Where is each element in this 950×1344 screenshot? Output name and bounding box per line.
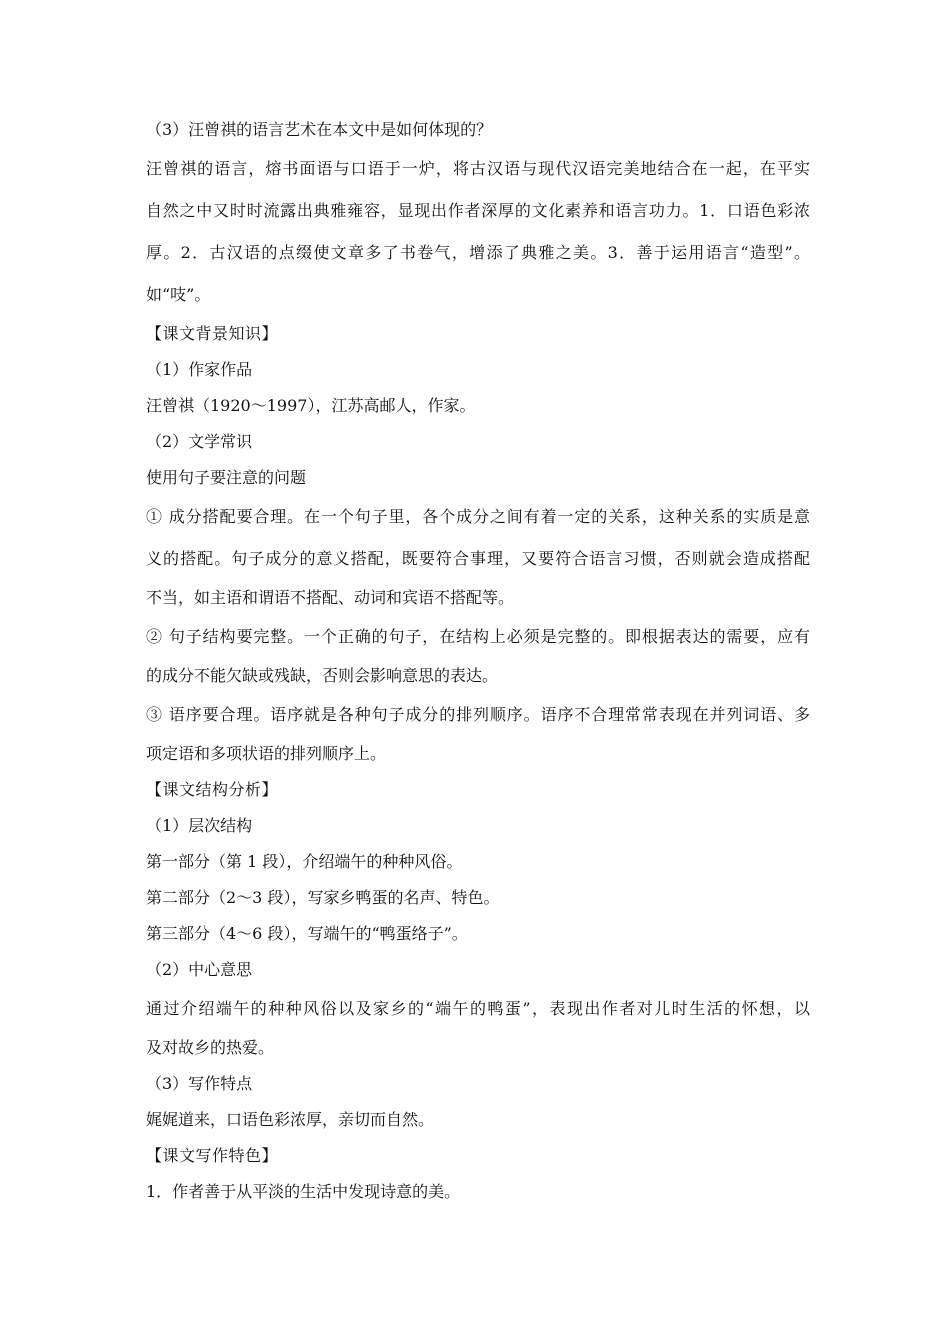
subheading-central-idea: （2）中心意思 <box>146 960 253 979</box>
text-line: 及对故乡的热爱。 <box>146 1038 275 1057</box>
text-line: 如“吱”。 <box>146 285 211 304</box>
subheading-writing-features: （3）写作特点 <box>146 1074 253 1093</box>
text-line: 通过介绍端午的种种风俗以及家乡的“端午的鸭蛋”，表现出作者对儿时生活的怀想，以 <box>146 999 810 1018</box>
subheading-author-works: （1）作家作品 <box>146 360 253 379</box>
text-line: ② 句子结构要完整。一个正确的句子，在结构上必须是完整的。即根据表达的需要，应有 <box>146 627 810 646</box>
text-line: 项定语和多项状语的排列顺序上。 <box>146 744 387 763</box>
text-line: 自然之中又时时流露出典雅雍容，显现出作者深厚的文化素养和语言功力。1．口语色彩浓 <box>146 201 810 220</box>
part-three: 第三部分（4～6 段），写端午的“鸭蛋络子”。 <box>146 924 468 943</box>
text-line: 不当，如主语和谓语不搭配、动词和宾语不搭配等。 <box>146 588 515 607</box>
rule-paragraph-3 <box>146 694 810 772</box>
author-info: 汪曾祺（1920～1997），江苏高邮人，作家。 <box>146 396 476 415</box>
section-heading-writing-style: 【课文写作特色】 <box>146 1146 279 1165</box>
rule-paragraph-1 <box>146 496 810 616</box>
rule-paragraph-2 <box>146 616 810 694</box>
writing-features-text: 娓娓道来，口语色彩浓厚，亲切而自然。 <box>146 1110 435 1129</box>
topic-line: 使用句子要注意的问题 <box>146 468 307 487</box>
text-line: 义的搭配。句子成分的意义搭配，既要符合事理，又要符合语言习惯，否则就会造成搭配 <box>146 549 810 568</box>
writing-style-item: 1．作者善于从平淡的生活中发现诗意的美。 <box>146 1182 461 1201</box>
central-idea-paragraph <box>146 988 810 1066</box>
section-heading-background: 【课文背景知识】 <box>146 324 279 343</box>
text-line: 的成分不能欠缺或残缺，否则会影响意思的表达。 <box>146 666 499 685</box>
text-line: ① 成分搭配要合理。在一个句子里，各个成分之间有着一定的关系，这种关系的实质是意 <box>146 507 810 526</box>
answer-paragraph <box>146 148 810 316</box>
section-heading-structure: 【课文结构分析】 <box>146 780 279 799</box>
document-body <box>146 112 810 1210</box>
question-heading: （3）汪曾祺的语言艺术在本文中是如何体现的？ <box>146 120 493 139</box>
part-two: 第二部分（2～3 段），写家乡鸭蛋的名声、特色。 <box>146 888 500 907</box>
part-one: 第一部分（第 1 段），介绍端午的种种风俗。 <box>146 852 463 871</box>
text-line: 厚。2．古汉语的点缀使文章多了书卷气，增添了典雅之美。3．善于运用语言“造型”。 <box>146 243 810 262</box>
text-line: 汪曾祺的语言，熔书面语与口语于一炉，将古汉语与现代汉语完美地结合在一起，在平实 <box>146 159 810 178</box>
text-line: ③ 语序要合理。语序就是各种句子成分的排列顺序。语序不合理常常表现在并列词语、多 <box>146 705 810 724</box>
subheading-layers: （1）层次结构 <box>146 816 253 835</box>
subheading-literary-knowledge: （2）文学常识 <box>146 432 253 451</box>
